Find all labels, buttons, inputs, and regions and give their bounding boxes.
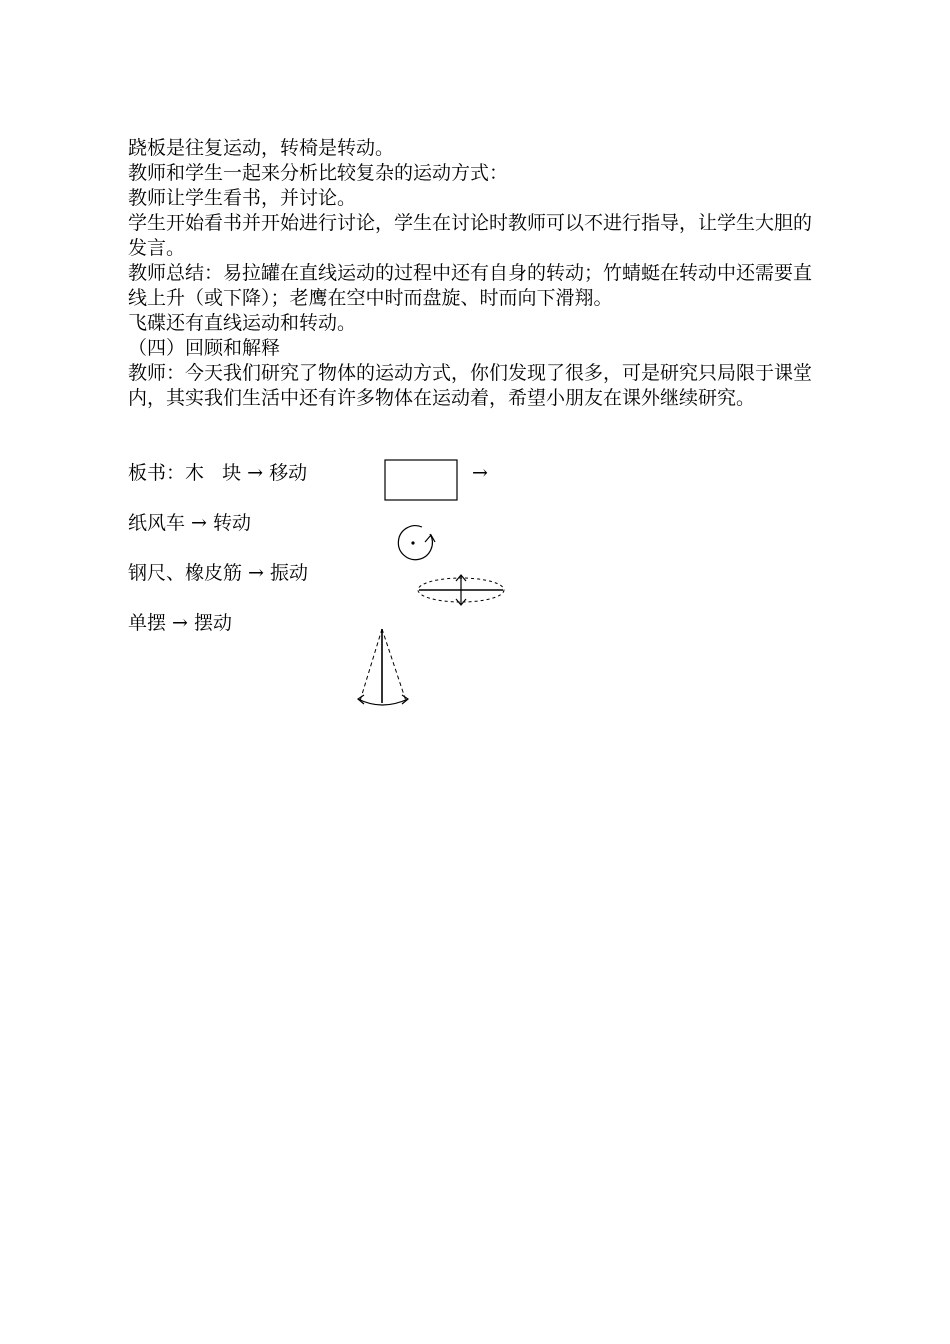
paragraph-read-book: 教师让学生看书，并讨论。 [128,187,357,209]
vibration-ellipse-figure [414,571,508,609]
block-rectangle-figure [384,459,458,501]
rotation-circle-figure [392,520,442,566]
block-move-arrow: → [472,462,488,484]
board-line-block: 板书：木 块 → 移动 [128,462,308,484]
paragraph-seesaw: 跷板是往复运动，转椅是转动。 [128,137,395,159]
pendulum-swing-figure [352,625,414,711]
board-line-pinwheel: 纸风车 → 转动 [128,512,251,534]
paragraph-discussion: 学生开始看书并开始进行讨论，学生在讨论时教师可以不进行指导，让学生大胆的发言。 [128,212,813,259]
paragraph-teacher-summary: 教师总结：易拉罐在直线运动的过程中还有自身的转动；竹蜻蜓在转动中还需要直线上升（或下降）；老鹰在空中时而盘旋、时而向下滑翔。 [128,262,813,309]
section-heading-review: （四）回顾和解释 [128,337,281,359]
board-line-ruler: 钢尺、橡皮筋 → 振动 [128,562,308,584]
board-line-pendulum: 单摆 → 摆动 [128,612,232,634]
paragraph-analysis: 教师和学生一起来分析比较复杂的运动方式： [128,162,509,184]
paragraph-frisbee: 飞碟还有直线运动和转动。 [128,312,357,334]
paragraph-teacher-closing: 教师：今天我们研究了物体的运动方式，你们发现了很多，可是研究只局限于课堂内，其实我们生活中还有许多物体在运动着，希望小朋友在课外继续研究。 [128,362,813,409]
